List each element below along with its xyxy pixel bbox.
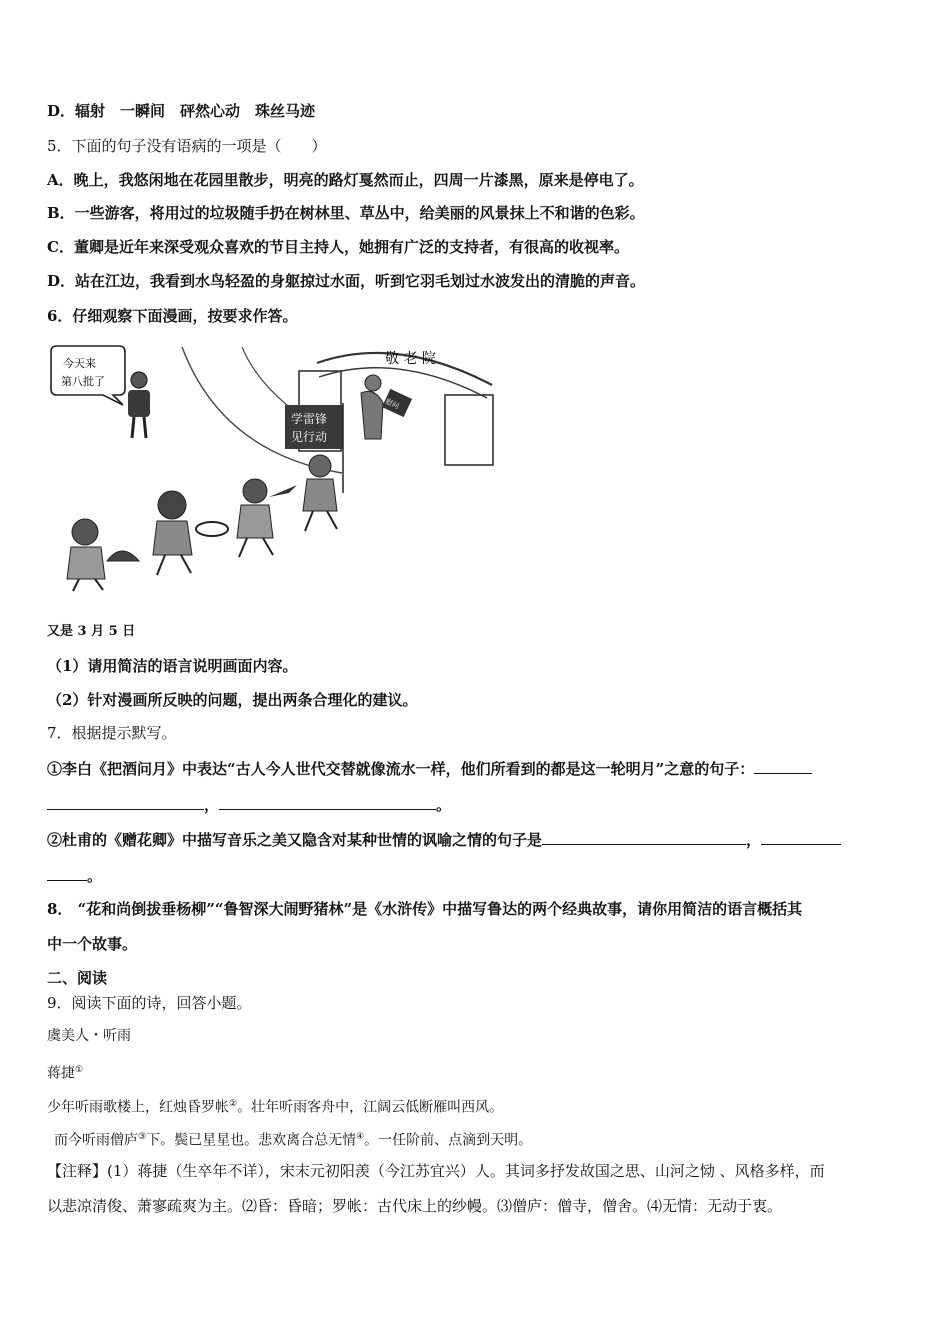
notes-text-1: (1）蒋捷（生卒年不详），宋末元初阳羡（今江苏宜兴）人。其词多抒发故国之思、山河之恸 、风格多样，而 — [107, 1162, 825, 1180]
q7-item-2-continued — [47, 864, 102, 886]
note-mark-2: ② — [229, 1099, 238, 1109]
note-mark-4: ④ — [356, 1132, 365, 1142]
q7-item-2 — [47, 828, 841, 850]
q5-stem: 5．下面的句子没有语病的一项是（ ） — [47, 137, 327, 155]
cartoon-illustration — [47, 343, 497, 593]
q9-stem: 9．阅读下面的诗，回答小题。 — [47, 994, 252, 1012]
q7-item-1-text: ①李白《把酒问月》中表达“古人今人世代交替就像流水一样，他们所看到的都是这一轮明月”之意的句子： — [47, 760, 755, 778]
banner-text-line1: 学雷锋 — [291, 412, 328, 426]
q4-option-d: D．辐射 一瞬间 砰然心动 珠丝马迹 — [47, 102, 316, 120]
poem-author — [47, 1060, 83, 1084]
answer-blank[interactable] — [542, 828, 746, 845]
nursing-home-sign: 敬 老 院 — [385, 351, 436, 367]
q5-option-d: D．站在江边，我看到水鸟轻盈的身躯掠过水面，听到它羽毛划过水波发出的清脆的声音。 — [47, 272, 646, 290]
answer-blank[interactable] — [219, 793, 436, 810]
q8-line-1: 8． “花和尚倒拔垂杨柳”“鲁智深大闹野猪林”是《水浒传》中描写鲁达的两个经典故事，请你用简洁的语言概括其 — [47, 900, 803, 918]
q7-item-2-text: ②杜甫的《赠花卿》中描写音乐之美又隐含对某种世情的讽喻之情的句子是 — [47, 831, 543, 849]
child-figure-4 — [67, 519, 139, 591]
poem-line-1 — [47, 1094, 503, 1118]
answer-blank[interactable] — [47, 864, 87, 881]
q7-item-1 — [47, 757, 812, 779]
bubble-text-line1: 今天来 — [63, 357, 96, 370]
cartoon-caption: 又是 3 月 5 日 — [47, 624, 136, 639]
q7-item-1-comma: ， — [204, 796, 220, 814]
bubble-text-line2: 第八批了 — [61, 375, 105, 388]
elder-figure — [361, 375, 412, 439]
section-heading-reading: 二、阅读 — [47, 969, 108, 987]
poem-title: 虞美人・听雨 — [47, 1028, 131, 1044]
q7-stem: 7．根据提示默写。 — [47, 724, 177, 742]
poem-line-2b: 下。鬓已星星也。悲欢离合总无情 — [146, 1132, 357, 1149]
child-figure-2 — [237, 479, 297, 557]
poem-notes-line-1 — [47, 1161, 825, 1181]
q6-sub-question-2: （2）针对漫画所反映的问题，提出两条合理化的建议。 — [47, 691, 418, 709]
q7-item-1-end: 。 — [436, 796, 452, 814]
poem-line-2 — [54, 1127, 532, 1151]
child-figure-1 — [303, 455, 337, 531]
q5-option-c: C．董卿是近年来深受观众喜欢的节目主持人，她拥有广泛的支持者，有很高的收视率。 — [47, 238, 629, 256]
banner-text-line2: 见行动 — [291, 430, 328, 444]
poem-line-1b: 。壮年听雨客舟中，江阔云低断雁叫西风。 — [237, 1099, 504, 1116]
poem-notes-line-2: 以悲凉清俊、萧寥疏爽为主。⑵昏：昏暗；罗帐：古代床上的纱幔。⑶僧庐：僧寺，僧舍。⑷无情：无动于衷。 — [47, 1197, 783, 1215]
child-figure-3 — [153, 491, 228, 575]
q6-sub-question-1: （1）请用简洁的语言说明画面内容。 — [47, 657, 298, 675]
answer-blank[interactable] — [47, 793, 204, 810]
q6-stem: 6．仔细观察下面漫画，按要求作答。 — [47, 307, 298, 325]
answer-blank[interactable] — [761, 828, 841, 845]
poem-line-2a: 而今听雨僧庐 — [54, 1132, 138, 1149]
answer-blank[interactable] — [754, 757, 812, 774]
q5-option-a: A．晚上，我悠闲地在花园里散步，明亮的路灯戛然而止，四周一片漆黑，原来是停电了。 — [47, 171, 644, 189]
poem-line-1a: 少年听雨歌楼上，红烛昏罗帐 — [47, 1099, 229, 1116]
q8-line-2: 中一个故事。 — [47, 935, 138, 953]
q7-item-2-end: 。 — [87, 867, 103, 885]
notes-label: 【注释】 — [47, 1162, 108, 1180]
q7-item-1-continued — [47, 793, 451, 815]
poem-line-2c: 。一任阶前、点滴到天明。 — [364, 1132, 533, 1149]
poem-author-name: 蒋捷 — [47, 1065, 75, 1082]
onlooker-figure — [128, 372, 150, 438]
q7-item-2-comma: ， — [746, 831, 762, 849]
note-mark-3: ③ — [138, 1132, 147, 1142]
elder-flag-text: 慰问 — [384, 397, 401, 411]
poem-author-note-mark: ① — [75, 1065, 84, 1075]
q5-option-b: B．一些游客，将用过的垃圾随手扔在树林里、草丛中，给美丽的风景抹上不和谐的色彩。 — [47, 204, 645, 222]
